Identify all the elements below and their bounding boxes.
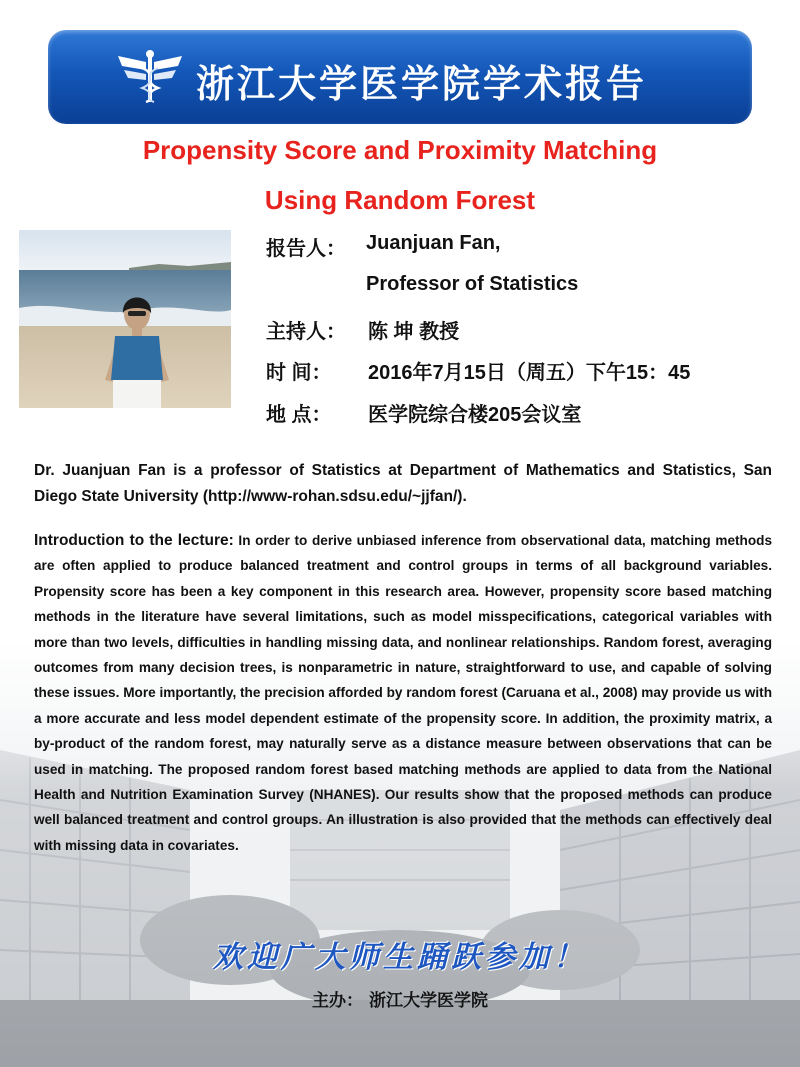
speaker-label: 报告人： — [266, 238, 346, 260]
intro-body: In order to derive unbiased inference from observational data, matching methods are often applied to produce balanced treatment and control groups in terms of all background variables. Propensity score has been a key component in this research area. However, propensity score based matching methods in the literature have several limitations, such as model misspecifications, categorical variables with more than two levels, difficulties in handling missing data, and nonlinear relationships. Random forest, averaging outcomes from many decision trees, is nonparametric in nature, straightforward to use, and capable of solving these issues. More importantly, the precision afforded by random forest (Caruana et al., 2008) may provide us with a more accurate and less model dependent estimate of the propensity score. In addition, the proximity matrix, a by-product of the random forest, may naturally serve as a distance measure between observations that can be used in matching. The proposed random forest based matching methods are applied to data from the National Health and Nutrition Examination Survey (NHANES). Our results show that the proposed methods can produce well balanced treatment and control groups. An illustration is also provided that the methods can effectively deal with missing data in covariates. — [34, 533, 773, 853]
place-label: 地 点： — [266, 404, 332, 426]
header-banner — [48, 30, 752, 124]
speaker-title: Professor of Statistics — [366, 273, 579, 295]
organizer-line: 主办： 浙江大学医学院 — [312, 991, 488, 1011]
time-value: 2016年7月15日（周五）下午15：45 — [368, 362, 691, 384]
speaker-bio: Dr. Juanjuan Fan is a professor of Statistics at Department of Mathematics and Statistics, San Diego State University (http://www-rohan.sdsu.edu/~jjfan/). — [34, 462, 772, 505]
talk-title-line-2: Using Random Forest — [264, 185, 536, 215]
place-value: 医学院综合楼205会议室 — [368, 404, 582, 426]
speaker-name: Juanjuan Fan, — [366, 232, 501, 254]
talk-title-line-1: Propensity Score and Proximity Matching — [142, 135, 658, 165]
host-label: 主持人： — [266, 321, 346, 343]
host-value: 陈 坤 教授 — [368, 321, 460, 343]
welcome-slogan: 欢迎广大师生踊跃参加！ — [213, 940, 587, 975]
caduceus-wing-emblem-icon — [118, 48, 182, 106]
banner-title: 浙江大学医学院学术报告 — [196, 62, 648, 106]
time-label: 时 间： — [266, 362, 332, 384]
intro-heading: Introduction to the lecture: — [34, 532, 234, 549]
lecture-introduction — [34, 528, 772, 858]
speaker-photo — [19, 230, 231, 408]
